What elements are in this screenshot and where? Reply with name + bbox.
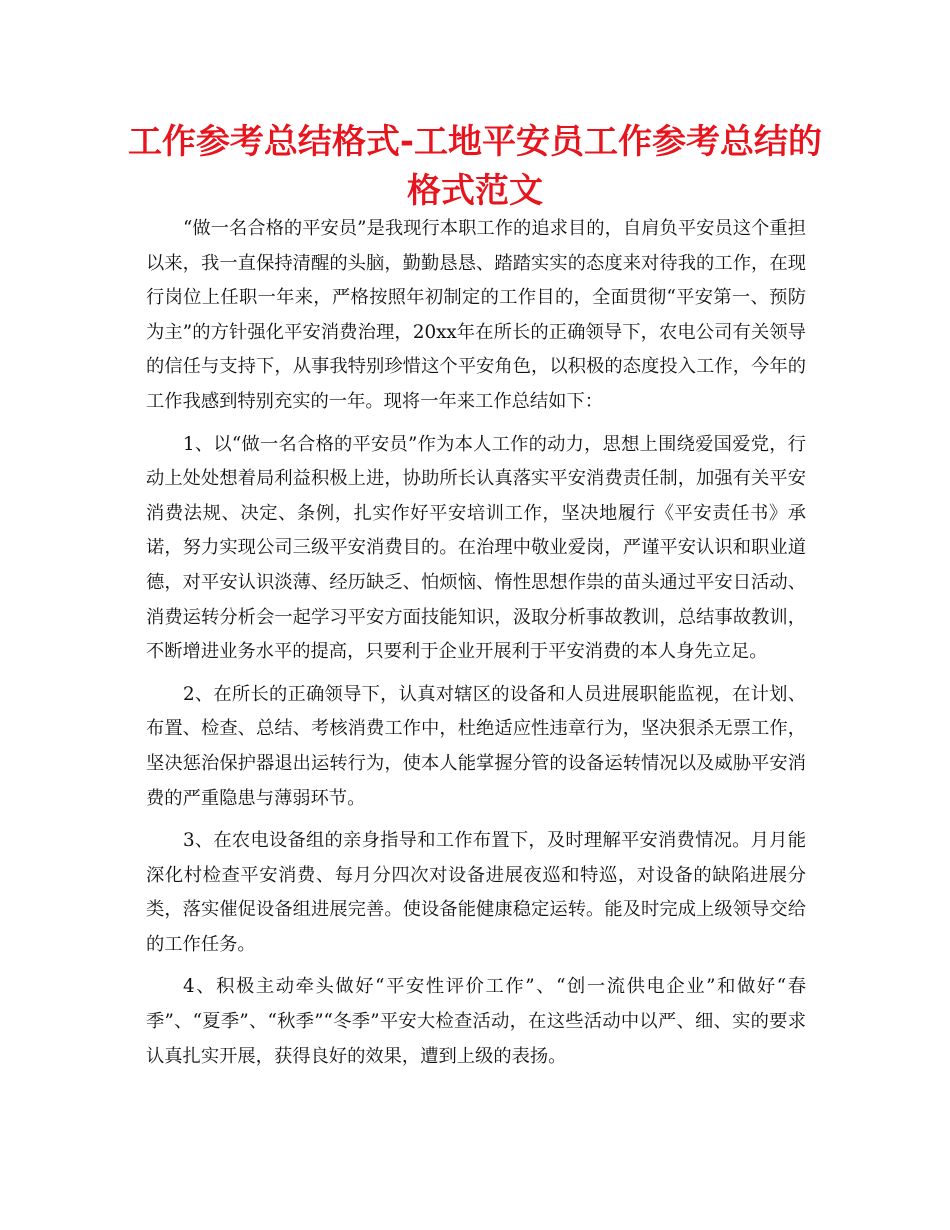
paragraph-item-3: 3、在农电设备组的亲身指导和工作布置下，及时理解平安消费情况。月月能深化村检查平安消费、每月分四次对设备进展夜巡和特巡，对设备的缺陷进展分类，落实催促设备组进展完善。使设备能健康稳定运转。能及时完成上级领导交给的工作任务。 bbox=[146, 830, 806, 955]
paragraph-item-2: 2、在所长的正确领导下，认真对辖区的设备和人员进展职能监视，在计划、布置、检查、总结、考核消费工作中，杜绝适应性违章行为，坚决狠杀无票工作，坚决惩治保护器退出运转行为，使本人能掌握分管的设备运转情况以及威胁平安消费的严重隐患与薄弱环节。 bbox=[146, 683, 806, 809]
paragraph-intro: “做一名合格的平安员”是我现行本职工作的追求目的，自肩负平安员这个重担以来，我一直保持清醒的头脑，勤勤恳恳、踏踏实实的态度来对待我的工作，在现行岗位上任职一年来，严格按照年初制定的工作目的，全面贯彻“平安第一、预防为主”的方针强化平安消费治理，20xx年在所长的正确领导下，农电公司有关领导的信任与支持下，从事我特别珍惜这个平安角色，以积极的态度投入工作，今年的工作我感到特别充实的一年。现将一年来工作总结如下： bbox=[146, 218, 806, 412]
paragraph-item-4: 4、积极主动牵头做好“平安性评价工作”、“创一流供电企业”和做好“春季”、“夏季”、“秋季”“冬季”平安大检查活动，在这些活动中以严、细、实的要求认真扎实开展，获得良好的效果，遭到上级的表扬。 bbox=[146, 976, 806, 1067]
document-title-line-1: 工作参考总结格式-工地平安员工作参考总结的 bbox=[127, 122, 823, 162]
document-body bbox=[146, 212, 806, 1082]
document-title bbox=[120, 118, 830, 216]
paragraph-item-1: 1、以“做一名合格的平安员”作为本人工作的动力，思想上围绕爱国爱党，行动上处处想着局利益积极上进，协助所长认真落实平安消费责任制，加强有关平安消费法规、决定、条例，扎实作好平安培训工作，坚决地履行《平安责任书》承诺，努力实现公司三级平安消费目的。在治理中敬业爱岗，严谨平安认识和职业道德，对平安认识淡薄、经历缺乏、怕烦恼、惰性思想作祟的苗头通过平安日活动、消费运转分析会一起学习平安方面技能知识，汲取分析事故教训，总结事故教训，不断增进业务水平的提高，只要利于企业开展利于平安消费的本人身先立足。 bbox=[146, 433, 806, 663]
document-title-line-2: 格式范文 bbox=[407, 171, 543, 211]
